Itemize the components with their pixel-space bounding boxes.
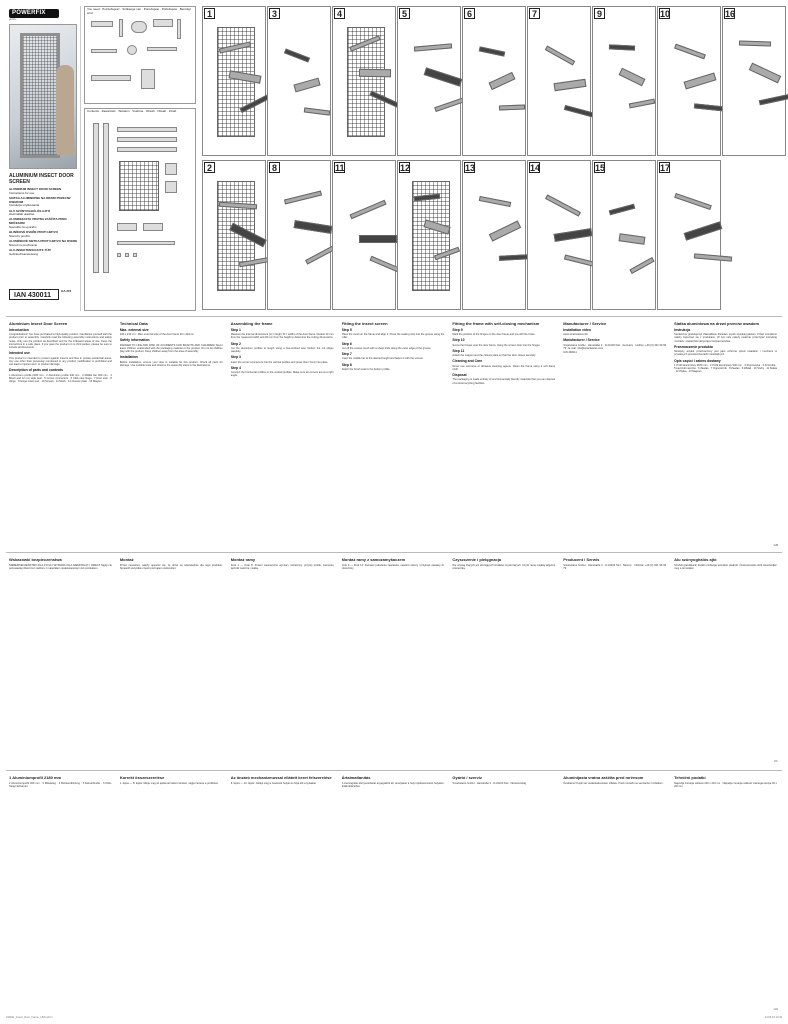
- cover-language-title: ALUMINIJASTA VRATNA ZAŠČITA PRED MRČESOM: [9, 217, 67, 226]
- mesh-part: [119, 161, 159, 211]
- section-heading: Fitting the frame with self-closing mechanism: [452, 321, 540, 326]
- brand-logo-text: POWERFIX: [12, 10, 46, 16]
- section-heading: Az önzáró mechanizmussal ellátott keret felszerelése: [230, 775, 332, 780]
- body-text: Največja zunanja velikost 100 x 210 cm · Največja zunanja velikost vratnega okvirja 94 x 204 cm: [674, 782, 777, 789]
- sub-heading: Manufacturer / Service: [563, 338, 600, 343]
- sub-heading: Step 1: [230, 328, 241, 332]
- step-number: 5: [399, 8, 410, 19]
- body-text: 1. lépés — 8. lépés: Mérje meg az ajtókeret belső méreteit, vágja méretre a profilokat.: [119, 782, 219, 785]
- body-text: Insert the middle bar at the desired height and fasten it with the screws.: [341, 357, 424, 361]
- body-text: This product is intended to protect against insects and flies in private residential areas. Any use other than previously mentioned or any product modification is prohibited and can lead to injuries and / or product damage.: [9, 356, 112, 367]
- section-heading: Producent / Serwis: [563, 557, 600, 562]
- step-drawing: [731, 21, 779, 149]
- text-column: [231, 321, 334, 540]
- profile-short-part: [117, 127, 177, 132]
- body-text: Attach the brush seal to the bottom profile.: [341, 367, 391, 371]
- cover-language-line: [9, 249, 79, 257]
- profile-drawing: [424, 67, 463, 86]
- step-number: 1: [204, 8, 215, 19]
- profile-long-part: [103, 123, 109, 273]
- text-column: [342, 321, 445, 540]
- section-heading: 1 Aluminiumprofil 2180 mm: [9, 775, 62, 780]
- screw-part: [133, 253, 137, 257]
- text-column: [674, 775, 777, 1004]
- sub-heading: Cleaning and Care: [452, 359, 483, 364]
- step-drawing: [601, 175, 649, 303]
- step-drawing: [341, 21, 389, 149]
- body-text: Insert the corner connectors into the vertical profiles and press them firmly into place.: [230, 360, 329, 364]
- text-column: [120, 775, 223, 1004]
- ga-code: GA 373: [61, 289, 72, 293]
- profile-drawing: [749, 63, 781, 84]
- cover-language-sub: Návod na používanie: [9, 242, 38, 247]
- sub-heading: Step 10: [452, 338, 465, 343]
- profile-drawing: [284, 49, 310, 63]
- body-text: Szívből gratulálunk! Kiváló minőségű terméket vásárolt. Összeszerelés előtt ismerkedjen meg a termékkel.: [674, 564, 777, 571]
- profile-drawing: [499, 105, 525, 111]
- sub-heading: Step 7: [341, 352, 352, 357]
- sub-heading: Step 5: [341, 328, 352, 332]
- body-text: Przed montażem należy upewnić się, że drzwi są odpowiednie dla tego produktu. Sprawdź wszystkie części pod kątem uszkodzeń.: [119, 564, 223, 571]
- body-text: NIEBEZPIECZEŃSTWO DLA ŻYCIA I WYPADKU DLA NIEMOWLĄT I DZIECI! Nigdy nie pozostawiaj dzieci bez nadzoru z materiałem opakowaniowym lub produktem.: [9, 564, 112, 571]
- file-icon: [147, 47, 177, 51]
- step-drawing: [406, 21, 454, 149]
- profile-drawing: [694, 253, 732, 261]
- language-page-label: PL: [774, 759, 778, 764]
- language-page-label: GB: [773, 543, 778, 548]
- body-text: Cut off the excess mesh with a sharp knife along the outer edge of the groove.: [341, 346, 432, 350]
- brush-seal-part: [117, 241, 175, 245]
- sub-heading: Step 4: [230, 365, 241, 370]
- step-number: 2: [204, 162, 215, 173]
- body-text: IAN 430011: [563, 351, 577, 355]
- section-heading: Wskazówki bezpieczeństwa: [9, 557, 62, 562]
- step-number: 6: [464, 8, 475, 19]
- step-illustration: [592, 160, 656, 310]
- step-drawing: [601, 21, 649, 149]
- step-illustration: [202, 6, 266, 156]
- sub-heading: Disposal: [452, 373, 467, 378]
- sub-heading: Intended use: [9, 351, 30, 356]
- level-icon: [91, 75, 131, 81]
- body-text: Measure the internal dimensions (H = height, B = width) of the door frame. Deduct 20 mm from the measured width and 26 mm from the height to determine the cutting dimensions.: [230, 333, 334, 340]
- step-illustration: [657, 160, 721, 310]
- ian-number: IAN 430011: [14, 292, 51, 299]
- body-text: Smartwares GmbH · Hanstraße 3 · D-24103 Kiel · Niemcy · Infolinia: +49 (0) 341 99 93 79: [563, 564, 667, 571]
- body-text: 2 Aluminiumprofil 940 mm · 3 Mittelsteg · 4 Bürstendichtung · 5 Eckverbinder · 6 Klick-Stopp-Scharnier: [9, 782, 112, 789]
- body-text: Nie używaj żrących ani szorujących środków czyszczących. Czyść ramę miękką wilgotną ściereczką.: [452, 564, 556, 571]
- profile-drawing: [350, 200, 387, 219]
- section-heading: Aluminium Insect Door Screen: [9, 321, 68, 326]
- step-illustration: [397, 160, 461, 310]
- magnet-part: [117, 223, 137, 231]
- text-column: [452, 775, 555, 1004]
- sub-heading: Step 8: [341, 362, 352, 367]
- cover-language-sub: Instrukcja użytkowania: [9, 203, 40, 208]
- section-heading: Czyszczenie i pielęgnacja: [452, 557, 502, 562]
- step-illustration: [332, 6, 396, 156]
- section-heading: Fitting the insect screen: [341, 321, 388, 326]
- body-text: Before installation, ensure your door is suitable for this product. Check all parts for damage. Use suitable tools and observe the assembly steps in the illustrations.: [119, 360, 223, 367]
- sub-heading: Description of parts and contents: [9, 368, 64, 373]
- profile-drawing: [479, 46, 505, 56]
- body-text: www.smartwares.info: [563, 333, 588, 337]
- step-drawing: [536, 21, 584, 149]
- sub-heading: Max. external size: [119, 328, 149, 332]
- section-heading: Manufacturer / Service: [563, 321, 607, 326]
- cover-language-title: ALUMINIUM INSECT DOOR SCREEN: [9, 187, 62, 191]
- tools-legend-title: You need · Potrzebujesz · Szüksége van · Potrebujete · Potřebujete · Benötigt wird: [87, 7, 191, 15]
- print-footer: [6, 1016, 782, 1019]
- step-number: 4: [334, 8, 345, 19]
- cover-language-title: HLINÍKOVÉ DVEŘE PROTI HMYZU: [9, 230, 59, 235]
- legend-column: [84, 6, 198, 311]
- body-text: Mark the position of the hinges on the door frame and pre-drill the holes.: [452, 333, 536, 337]
- body-text: Krok 9 — Krok 14: Zaznacz położenie zawiasów, nawierć otwory i przykręć zawiasy do ościeżnicy.: [341, 564, 445, 571]
- sub-heading: Step 3: [230, 355, 241, 360]
- step-number: 11: [335, 163, 345, 173]
- profile-drawing: [619, 233, 646, 245]
- body-text: Connect the horizontal profiles to the vertical profiles. Make sure all corners are at a right angle.: [230, 371, 334, 378]
- section-heading: Montaż ramy z samozamykaczem: [341, 557, 406, 562]
- profile-drawing: [609, 204, 635, 216]
- section-heading: Gyártó / szerviz: [452, 775, 482, 780]
- body-text: 9. lépés — 13. lépés: Jelölje meg a zsanérok helyét és fúrja elő a lyukakat.: [230, 782, 317, 785]
- step-drawing: [471, 175, 519, 303]
- cover-language-title: SIATKA ALUMINIOWA NA DRZWI PRZECIW OWADOM: [9, 195, 71, 204]
- text-column: [674, 557, 777, 756]
- language-page-label: HU: [773, 1007, 778, 1012]
- section-heading: Montaż ramy: [230, 557, 256, 562]
- profile-drawing: [545, 194, 581, 216]
- step-drawing: [406, 175, 454, 303]
- profile-drawing: [479, 196, 511, 207]
- text-column: [452, 321, 555, 540]
- contents-legend-title: Contents · Zawartość · Tartalom · Vsebina · Obsah · Obsah · Inhalt: [87, 109, 177, 113]
- sub-heading: Step 2: [230, 341, 241, 346]
- step-illustration: [527, 160, 591, 310]
- profile-drawing: [304, 107, 330, 115]
- step-number: 10: [660, 9, 671, 19]
- profile-drawing: [294, 220, 333, 234]
- body-text: Cut the aluminium profiles to length using a fine-toothed saw. Deburr the cut edges carefully.: [230, 346, 334, 354]
- cover-language-title: ALU-INSEKTENSCHUTZ-TÜR: [9, 247, 51, 252]
- text-column: [9, 321, 112, 540]
- panel-polish: [6, 552, 782, 764]
- step-illustration: [592, 6, 656, 156]
- text-column: [563, 775, 666, 1004]
- body-text: Serdecznie gratulujemy! Zakupiliście Państwo wyrób wysokiej jakości. Przed montażem należy zapoznać się z produktem. W tym celu należy uważnie przeczytać instrukcję montażu i wskazówki dotyczące bezpieczeństwa.: [674, 333, 777, 343]
- body-text: Congratulations! You have purchased a high-quality product. Familiarise yourself with the product prior to assembly. Carefully read the following assembly instructions and safety notes. Only use the product as described and for the indicated areas of use. Keep the instructions in a safe place. If you pass the product on to third parties, please be sure to include all documents.: [9, 333, 112, 350]
- step-drawing: [341, 175, 389, 303]
- step-number: 8: [269, 162, 280, 173]
- profile-drawing: [674, 44, 706, 60]
- panel-hungarian: [6, 770, 782, 1012]
- step-illustration: [462, 6, 526, 156]
- step-drawing: [276, 175, 324, 303]
- profile-drawing: [629, 257, 654, 274]
- step-number: 9: [594, 8, 605, 19]
- brand-logo-sub: profi+: [9, 17, 17, 21]
- profile-drawing: [359, 235, 397, 243]
- section-heading: Montaż: [119, 557, 134, 562]
- tools-grid: [87, 17, 193, 101]
- step-drawing: [666, 21, 714, 149]
- step-number: 17: [660, 163, 671, 173]
- text-column: [9, 557, 112, 756]
- sub-heading: Instrukcja: [674, 328, 691, 332]
- profile-drawing: [284, 190, 322, 204]
- cover-language-title: ALUMÍNIOVÉ SIETKA PROTI HMYZU NA DVERE: [9, 238, 78, 243]
- text-column: [120, 557, 223, 756]
- cover-language-line: [9, 188, 79, 196]
- pencil-icon: [177, 19, 181, 39]
- section-heading: Korrekt összeszerelése: [119, 775, 165, 780]
- profile-drawing: [739, 40, 771, 46]
- step-drawing: [536, 175, 584, 303]
- cover-language-line: [9, 240, 79, 248]
- contents-grid: [87, 119, 193, 308]
- section-heading: Tehnični podatki: [674, 775, 706, 780]
- text-column: [342, 775, 445, 1004]
- sub-heading: Przeznaczenie produktu: [674, 344, 713, 349]
- profile-drawing: [414, 43, 452, 51]
- text-column: [452, 557, 555, 756]
- step-number: 15: [595, 163, 606, 173]
- text-column: [120, 321, 223, 540]
- body-text: Čestitamo! Kupili ste visokokakovosten izdelek. Pred montažo se seznanite z izdelkom.: [563, 782, 664, 785]
- illustration-band: [6, 6, 782, 311]
- body-text: A csomagolás környezetbarát anyagokból áll, amelyeket a helyi újrahasznosító helyeken ártalmatlaníthat.: [341, 782, 445, 789]
- body-text: Smartwares GmbH · Hanstraße 3 · D-24103 Kiel · Germany · Hotline: +49 (0) 341 99 93 79 · E-mail: info@smartwares.com: [563, 343, 667, 350]
- language-list: [9, 188, 79, 258]
- text-column: [563, 321, 666, 540]
- profile-drawing: [674, 193, 712, 210]
- door-frame-image: [20, 33, 60, 158]
- ian-badge: [9, 289, 59, 300]
- sub-heading: Installation video: [563, 328, 591, 332]
- cover-language-sub: Gebrauchsanweisung: [9, 251, 39, 256]
- profile-short-part: [117, 137, 177, 142]
- sub-heading: Opis części i zakres dostawy: [674, 358, 721, 363]
- step-drawing: [211, 21, 259, 149]
- screw-part: [117, 253, 121, 257]
- cover-language-line: [9, 231, 79, 239]
- sub-heading: Safety information: [119, 338, 150, 343]
- step-number: 3: [269, 8, 280, 19]
- profile-drawing: [684, 72, 717, 89]
- cover-language-sub: Návod k použití: [9, 233, 30, 238]
- profile-drawing: [554, 228, 593, 242]
- step-number: 12: [400, 163, 411, 173]
- body-text: The packaging is made entirely of environmentally friendly materials that you can dispose of at local recycling facilities.: [452, 378, 556, 385]
- step-illustration: [397, 6, 461, 156]
- text-column: [9, 775, 112, 1004]
- text-column: [674, 321, 777, 540]
- cover-panel: [6, 6, 81, 311]
- screwdriver-icon: [119, 19, 123, 37]
- step-number: 13: [465, 163, 476, 173]
- profile-long-part: [93, 123, 99, 273]
- screw-part: [125, 253, 129, 257]
- step-drawing: [666, 175, 714, 303]
- body-text: 1 Profil aluminiowy 2180 mm · 2 Profil aluminiowy 940 mm · 3 Poprzeczka · 4 Szczotka · 5 Łączniki narożne · 6 Zawias · 7 Ogranicznik · 8 Zawias · 9 Wkład · 10 Śruby · 11 Siatka · 12 Płytka · 13 Magnes: [674, 363, 777, 374]
- sub-heading: Step 11: [452, 348, 465, 353]
- product-title: ALUMINIUM INSECT DOOR SCREEN: [9, 173, 74, 185]
- profile-drawing: [684, 221, 723, 240]
- step-illustration: [267, 160, 331, 310]
- roller-icon: [127, 45, 137, 55]
- step-drawing: [276, 21, 324, 149]
- step-illustration: [462, 160, 526, 310]
- contents-legend: [84, 108, 196, 311]
- step-drawing: [471, 21, 519, 149]
- profile-drawing: [293, 78, 320, 93]
- hinge-part: [165, 181, 177, 193]
- sub-heading: Installation: [119, 355, 138, 360]
- cover-language-sub: Navodila za uporabo: [9, 224, 37, 229]
- profile-drawing: [489, 72, 516, 90]
- text-column: [563, 557, 666, 756]
- step-illustration: [722, 6, 786, 156]
- product-photo: [9, 24, 77, 169]
- body-text: Never use corrosive or abrasive cleaning agents. Clean the frame using a soft damp cloth.: [452, 364, 556, 371]
- section-heading: Siatka aluminiowa na drzwi przeciw owadom: [674, 321, 760, 326]
- sub-heading: Step 9: [452, 328, 463, 332]
- saw-icon: [91, 21, 113, 27]
- cover-language-line: [9, 218, 79, 229]
- profile-drawing: [489, 220, 521, 241]
- panel-english: [6, 316, 782, 548]
- tools-legend: [84, 6, 196, 104]
- section-heading: Technical Data: [119, 321, 148, 326]
- body-text: Niniejszy artykuł przeznaczony jest jako ochrona przed owadami i muchami w prywatnych pomieszczeniach mieszkalnych.: [674, 350, 777, 357]
- section-heading: Ártalmatlanítás: [341, 775, 371, 780]
- section-heading: Alu szúnyoghálós ajtó: [674, 557, 717, 562]
- profile-drawing: [759, 94, 788, 106]
- square-icon: [141, 69, 155, 89]
- tape-measure-icon: [131, 21, 147, 33]
- cover-language-line: [9, 210, 79, 218]
- step-illustration: [332, 160, 396, 310]
- cover-language-sub: Használati utasítás: [9, 212, 35, 217]
- body-text: Attach the magnet and the closure plate so that the door closes securely.: [452, 354, 536, 358]
- step-number: 16: [725, 9, 736, 19]
- step-illustration: [267, 6, 331, 156]
- body-text: Place the mesh on the frame and align it. Press the sealing strip into the groove using the roller.: [341, 333, 445, 340]
- drill-icon: [153, 19, 173, 27]
- profile-drawing: [545, 46, 575, 66]
- profile-drawing: [554, 79, 587, 91]
- body-text: 1 Aluminium profile 2180 mm · 2 Aluminium profile 940 mm · 3 Middle bar 940 mm · 4 Brush and 12 mm wide seal · 5 Corner connectors · 6 Click stop hinge · 7 Door stop · 8 Hinge · 9 Hinge insert part · 10 Screws · 11 Mesh · 12 Closure plate · 13 Magnet: [9, 373, 112, 384]
- step-number: 7: [529, 8, 540, 19]
- section-heading: Aluminijasta vratna zaščita pred mrčesom: [563, 775, 644, 780]
- person-figure: [56, 65, 74, 155]
- step-drawing: [211, 175, 259, 303]
- cover-language-line: [9, 197, 79, 208]
- body-text: DANGER TO LIFE AND RISK OF ACCIDENTS FOR INFANTS AND CHILDREN! Never leave children unattended with the packaging material or the product. Do not let children play with the product. Keep children away from the area of assembly.: [119, 343, 223, 354]
- body-text: Screw the hinges onto the door frame. Hang the screen door into the hinges.: [452, 343, 541, 347]
- body-text: Krok 1 — Krok 8: Zmierz wewnętrzne wymiary ościeżnicy, przytnij profile, zamontuj łączniki narożne i siatkę.: [230, 564, 334, 571]
- step-number: 14: [530, 163, 541, 173]
- cover-language-title: ALU SZÚNYOGHÁLÓS AJTÓ: [9, 208, 51, 213]
- body-text: Smartwares GmbH · Hanstraße 3 · D-24103 Kiel · Németország: [452, 782, 527, 785]
- footer-date: 14.06.23 10:43: [764, 1016, 782, 1019]
- text-column: [342, 557, 445, 756]
- closure-plate-part: [143, 223, 163, 231]
- step-illustration: [527, 6, 591, 156]
- step-illustration: [202, 160, 266, 310]
- corner-connector-part: [165, 163, 177, 175]
- profile-drawing: [629, 99, 655, 109]
- middle-bar-part: [117, 147, 177, 152]
- sub-heading: Step 6: [341, 341, 352, 346]
- step-illustration: [657, 6, 721, 156]
- profile-drawing: [359, 69, 391, 78]
- text-column: [231, 557, 334, 756]
- knife-icon: [91, 49, 117, 53]
- body-text: 100 x 210 cm · Max. external size of the door frame 94 x 204 cm: [119, 333, 194, 337]
- section-heading: Assembling the frame: [230, 321, 273, 326]
- sub-heading: Introduction: [9, 328, 29, 332]
- text-column: [231, 775, 334, 1004]
- profile-drawing: [619, 68, 646, 87]
- cover-language-sub: Instructions for use: [9, 190, 35, 195]
- profile-drawing: [609, 44, 635, 50]
- footer-file: 430011_Insect_Door_Frame_LB4.indd 1: [6, 1016, 53, 1019]
